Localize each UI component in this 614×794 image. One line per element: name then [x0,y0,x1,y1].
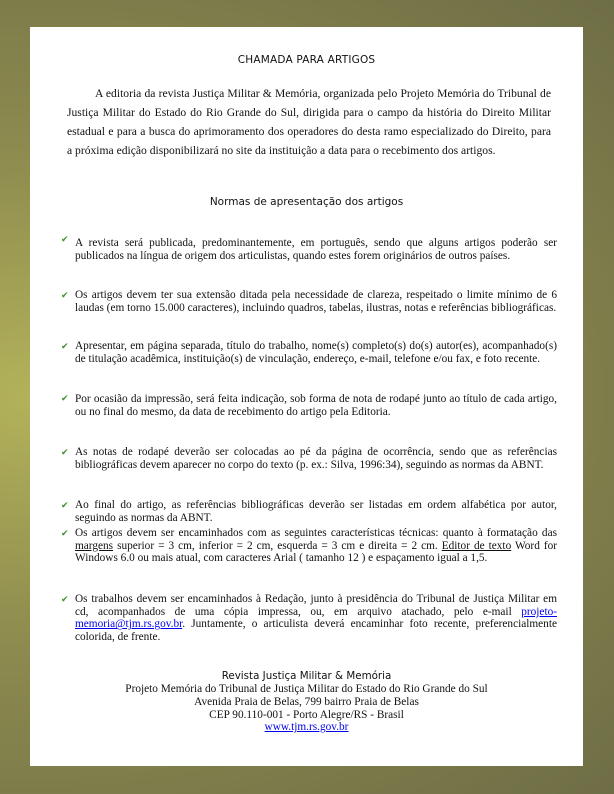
rules-list [30,27,583,766]
intro-paragraph: A editoria da revista Justiça Militar & Memória, organizada pelo Projeto Memória do Tribunal de Justiça Militar do Estado do Rio Grande do Sul, dirigida para o campo da história do Direito Militar estadual e para a busca do aprimoramento dos operadores do desta ramo especializado do Direito, para a próxima edição disponibilizará no site da instituição a data para o recebimento dos artigos. [67,87,551,157]
footer-org: Revista Justiça Militar & Memória [221,670,392,682]
checkmark-icon: ✔ [61,448,69,458]
rule-item: Apresentar, em página separada, título do trabalho, nome(s) completo(s) do(s) autor(es), acompanhado(s) de titulação acadêmica, instituição(s) de vinculação, endereço, e-mail, telefone e/ou fax, e foto recente. [75,340,557,365]
section-subtitle: Normas de apresentação dos artigos [209,196,404,208]
rule-text: Os artigos devem ser encaminhados com as seguintes características técnicas: quanto à formatação das [75,527,557,539]
rule-text: . Juntamente, o articulista deverá encaminhar foto recente, preferencialmente colorida, de frente. [75,618,557,644]
rule-item [75,527,557,565]
checkmark-icon: ✔ [61,529,69,539]
rule-text: superior = 3 cm, inferior = 2 cm, esquerda = 3 cm e direita = 2 cm. [113,539,442,552]
checkmark-icon: ✔ [61,595,69,605]
document-page [30,27,583,766]
rule-item: Ao final do artigo, as referências bibliográficas deverão ser listadas em ordem alfabética por autor, seguindo as normas da ABNT. [75,499,557,524]
rule-text: Os trabalhos devem ser encaminhados à Redação, junto à presidência do Tribunal de Justiça Militar em cd, acompanhados de uma cópia impressa, ou, em arquivo atachado, pelo e-mail [75,593,557,618]
checkmark-icon: ✔ [61,342,69,352]
margins-term: margens [75,539,114,552]
footer-address: Avenida Praia de Belas, 799 bairro Praia de Belas [194,695,419,708]
checkmark-icon: ✔ [61,291,69,301]
checkmark-icon: ✔ [61,394,69,404]
rule-item: As notas de rodapé deverão ser colocadas ao pé da página de ocorrência, sendo que as referências bibliográficas devem aparecer no corpo do texto (p. ex.: Silva, 1996:34), seguindo as normas da ABNT. [75,446,557,471]
footer-url-row [30,721,583,734]
editor-term: Editor de texto [441,539,512,552]
website-link[interactable]: www.tjm.rs.gov.br [264,721,349,734]
rule-item: Por ocasião da impressão, será feita indicação, sob forma de nota de rodapé junto ao título de cada artigo, ou no final do mesmo, da data de recebimento do artigo pela Editoria. [75,393,557,418]
rule-text: Word for Windows 6.0 ou mais atual, com caracteres Arial ( tamanho 12 ) e espaçamento igual a 1,5. [75,539,558,565]
rule-item [75,593,557,644]
checkmark-icon: ✔ [61,235,69,245]
footer-project: Projeto Memória do Tribunal de Justiça Militar do Estado do Rio Grande do Sul [125,683,488,695]
email-link[interactable]: projeto-memoria@tjm.rs.gov.br [75,605,557,631]
checkmark-icon: ✔ [61,501,69,511]
footer [30,669,583,734]
document-title: CHAMADA PARA ARTIGOS [237,54,376,66]
footer-cep: CEP 90.110-001 - Porto Alegre/RS - Brasil [209,708,404,721]
rule-item: A revista será publicada, predominantemente, em português, sendo que alguns artigos poderão ser publicados na língua de origem dos articulistas, quando estes forem originários de outros países. [75,237,557,262]
rule-item: Os artigos devem ter sua extensão ditada pela necessidade de clareza, respeitado o limite mínimo de 6 laudas (em torno 15.000 caracteres), incluindo quadros, tabelas, ilustras, notas e referências bibliográficas. [75,289,557,314]
